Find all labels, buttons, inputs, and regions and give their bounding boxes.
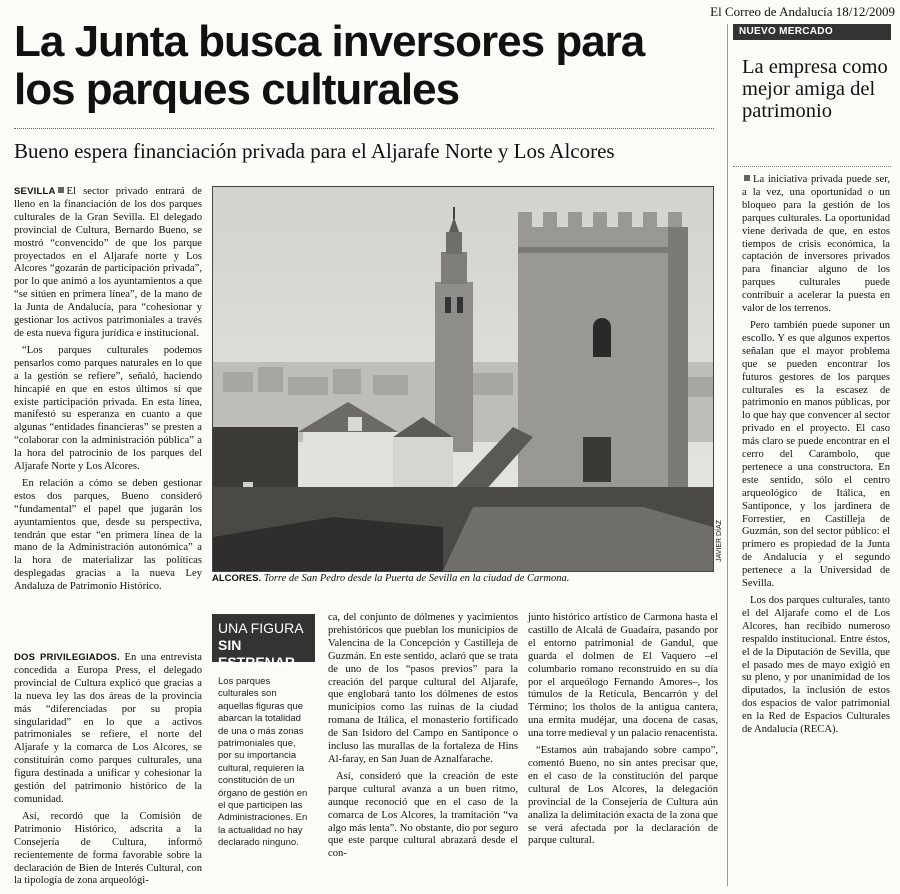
paragraph: Pero también puede suponer un escollo. Y es que algunos expertos señalan que el mayor problema que se pueden encontrar los futuros gestores de los parques culturales es la escasez de patrimonio en manos públicas, por lo que hay que convencer al sector privado en el proyecto. El caso más claro se puede encontrar en el cerro del Carambolo, que pertenece a una constructora. En este sentido, sólo el centro arqueológico de Itálica, en Santiponce, y los jardinera de Forrestier, en Castilleja de Guzmán, son del sector público: el primero es propiedad de la Junta de Andalucía y el segundo pertenece a la Universidad de Sevilla. — [742, 319, 890, 590]
photo-credit: JAVIER DÍAZ — [716, 520, 723, 562]
column-divider — [727, 24, 728, 886]
info-box-title-line-1: UNA FIGURA — [218, 620, 304, 636]
paragraph: “Los parques culturales podemos pensarlos como parques naturales en lo que a la gestión se refiere”, señaló, haciendo hincapié en que en estos últimos sí que existe participación privada. En esta línea, manifestó su esperanza en cuanto a que algunas “entidades financieras” se presten a “colaborar con la administración pública” a la hora del patrocinio de los parques del Aljarafe Norte y Los Alcores. — [14, 344, 202, 473]
subheadline: Bueno espera financiación privada para el Aljarafe Norte y Los Alcores — [14, 139, 615, 163]
caption-place: ALCORES. — [212, 573, 262, 584]
paragraph-text: El sector privado entrará de lleno en la financiación de los dos parques culturales de la Gran Sevilla. El delegado provincial de Cultura, Bernardo Bueno, se mostró “convencido” de que los parque proyectados en el Aljarafe norte y Los Alcores “gozarán de participación privada”, por lo que animó a los ayuntamientos a que “se sitúen en primera línea”, de la mano de la Junta de Andalucía, para “cohesionar y gestionar los activos patrimoniales a través de esta nueva figura jurídica e institucional. — [14, 186, 202, 339]
info-box-title — [212, 614, 315, 670]
article-column-4 — [528, 612, 718, 852]
section-label: NUEVO MERCADO — [733, 24, 891, 40]
square-bullet-icon — [744, 175, 750, 181]
paragraph — [14, 186, 202, 341]
caption-text: Torre de San Pedro desde la Puerta de Sevilla en la ciudad de Carmona. — [263, 573, 570, 584]
info-box-title-line-2: SIN ESTRENAR — [218, 637, 296, 670]
sidebar-column — [742, 174, 890, 741]
info-box — [212, 614, 315, 884]
article-column-1-continued — [14, 652, 202, 892]
masthead: El Correo de Andalucía 18/12/2009 — [710, 4, 895, 19]
sidebar-headline: La empresa como mejor amiga del patrimonio — [742, 56, 888, 122]
headline: La Junta busca inversores para los parques culturales — [14, 17, 645, 114]
paragraph: “Estamos aún trabajando sobre campo”, comentó Bueno, no sin antes precisar que, en el caso de la constitución del parque cultural de Los Alcores, la delegación provincial de la Consejería de Cultura aún analiza la delimitación exacta de la zona que se verá afectada por la declaración de parque cultural. — [528, 745, 718, 847]
paragraph-text: La iniciativa privada puede ser, a la vez, una oportunidad o un bloqueo para la gestión de los parques culturales. La oportunidad viene derivada de que, en estos tiempos de crisis económica, la captación de inversores privados para financiar alguno de los parques culturales puede contribuir a acelerar la puesta en valor de los terrenos. — [742, 174, 890, 315]
paragraph: junto histórico artístico de Carmona hasta el castillo de Alcalá de Guadaíra, pasando por el entorno patrimonial de Gandul, que guarda el dolmen de El Vaquero –el columbario romano reconstruido en su día por el arqueólogo Fernando Amores–, los túmulos de la Retícula, Bencarrón y del Término; los tholos de la antigua cantera, una ermita mudéjar, una docena de casas, una torre medieval y un palacio renacentista. — [528, 612, 718, 740]
info-box-text: Los parques culturales son aquellas figuras que abarcan la totalidad de una o más zonas patrimoniales que, por su importancia cultural, requieren la constitución de un órgano de gestión en el que participen las Administraciones. En la actualidad no hay declarado ninguno. — [218, 676, 308, 849]
paragraph: ca, del conjunto de dólmenes y yacimientos prehistóricos que pueblan los municipios de Valencina de la Concepción y Castilleja de Guzmán. En este sentido, aclaró que se trata de uno de los “pasos previos” para la creación del parque cultural del Aljarafe, que englobará tanto los dólmenes de estos municipios como las ruinas de la ciudad romana de Itálica, el monasterio fortificado de San Isidoro del Campo en Santiponce o incluso las murallas de la fortaleza de Hins Al-faray, en San Juan de Aznalfarache. — [328, 612, 518, 765]
paragraph-text: En una entrevista concedida a Europa Press, el delegado provincial de Cultura explicó que gracias a la nueva ley las dos áreas de la provincia más “diferenciadas por su propia singularidad” en lo que a activos patrimoniales se refiere, el norte del Aljarafe y la comarca de Los Alcores, se constituirán como parques culturales, una figura destinada a unificar y cohesionar la gestión del patrimonio histórico de la comunidad. — [14, 652, 202, 805]
paragraph — [742, 174, 890, 316]
lead-city: SEVILLA — [14, 186, 56, 197]
paragraph: Así, recordó que la Comisión de Patrimonio Histórico, adscrita a la Consejería de Cultura, informó recientemente de forma favorable sobre la declaración de Bien de Interés Cultural, con la tipología de zona arqueológi- — [14, 810, 202, 887]
paragraph: Así, consideró que la creación de este parque cultural avanza a un buen ritmo, aunque reconoció que en el caso de la comarca de Los Alcores, la tramitación “va algo más lenta”. No obstante, dio por seguro que este parque cultural abrazará desde el con- — [328, 770, 518, 860]
article-column-3 — [328, 612, 518, 865]
paragraph: En relación a cómo se deben gestionar estos dos parques, Bueno consideró “fundamental” el papel que jugarán los ayuntamientos que, desde su perspectiva, tendrán que estar “en primera línea de la mano de la Administración autonómica” a la hora de materializar las políticas desplegadas gracias a la nueva Ley Andaluza de Patrimonio Histórico. — [14, 477, 202, 593]
section-lead: DOS PRIVILEGIADOS. — [14, 652, 120, 663]
photo-illustration — [213, 187, 713, 571]
divider — [14, 128, 714, 129]
paragraph — [14, 652, 202, 807]
square-bullet-icon — [58, 187, 64, 193]
article-column-1 — [14, 186, 202, 598]
photo-caption — [212, 573, 712, 584]
paragraph: Los dos parques culturales, tanto el del Aljarafe como el de Los Alcores, han recibido numeroso respaldo institucional. Entre éstos, el de la Diputación de Sevilla, que el pasado mes de mayo exigió en su pleno, y por unanimidad de los diputados, la inclusión de estos dos espacios de valor patrimonial en la Red de Espacios Culturales de Andalucía (RECA). — [742, 595, 890, 736]
divider — [733, 166, 891, 167]
photo-carmona-tower — [212, 186, 714, 572]
